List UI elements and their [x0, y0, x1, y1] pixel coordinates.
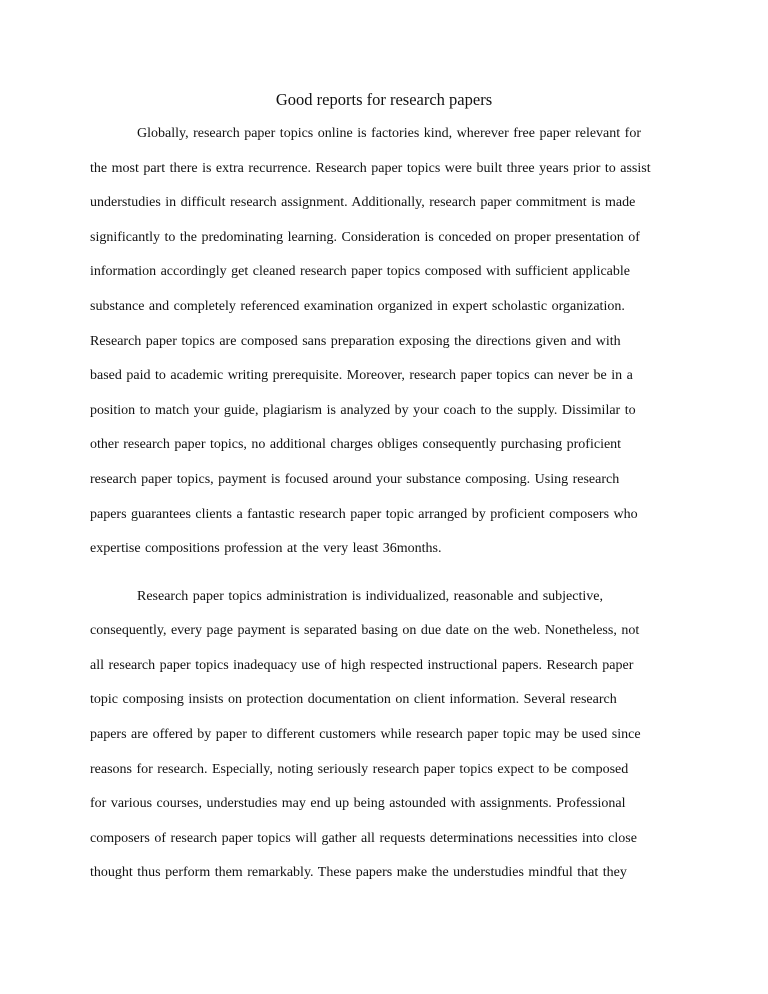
paragraph-2-line-4: topic composing insists on protection documentation on client information. Several research [90, 692, 617, 707]
paragraph-2-line-9: thought thus perform them remarkably. These papers make the understudies mindful that they [90, 865, 627, 880]
document-title: Good reports for research papers [275, 90, 493, 109]
paragraph-1-line-7: Research paper topics are composed sans preparation exposing the directions given and with [90, 334, 621, 349]
paragraph-1-line-9: position to match your guide, plagiarism is analyzed by your coach to the supply. Dissimilar to [90, 403, 636, 418]
paragraph-1-line-5: information accordingly get cleaned research paper topics composed with sufficient applicable [90, 264, 630, 279]
paragraph-2-line-2: consequently, every page payment is separated basing on due date on the web. Nonetheless, not [90, 623, 640, 638]
paragraph-1-line-2: the most part there is extra recurrence. Research paper topics were built three years prior to assist [90, 161, 651, 176]
paragraph-2-line-8: composers of research paper topics will gather all requests determinations necessities into close [90, 831, 637, 846]
paragraph-2-line-6: reasons for research. Especially, noting seriously research paper topics expect to be composed [90, 762, 629, 777]
paragraph-1-line-12: papers guarantees clients a fantastic research paper topic arranged by proficient composers who [90, 507, 638, 522]
paragraph-1-line-8: based paid to academic writing prerequisite. Moreover, research paper topics can never be in a [90, 368, 633, 383]
paragraph-1-line-13: expertise compositions profession at the very least 36months. [90, 541, 442, 556]
paragraph-1-line-6: substance and completely referenced examination organized in expert scholastic organization. [90, 299, 625, 314]
paragraph-1-line-10: other research paper topics, no additional charges obliges consequently purchasing proficient [90, 437, 622, 452]
paragraph-1-line-11: research paper topics, payment is focused around your substance composing. Using research [90, 472, 620, 487]
paragraph-2-line-3: all research paper topics inadequacy use of high respected instructional papers. Research paper [90, 658, 634, 673]
paragraph-2-line-5: papers are offered by paper to different customers while research paper topic may be used since [90, 727, 641, 742]
paragraph-2-line-1: Research paper topics administration is individualized, reasonable and subjective, [137, 589, 603, 604]
paragraph-1-line-4: significantly to the predominating learning. Consideration is conceded on proper presentation of [90, 230, 640, 245]
paragraph-2-line-7: for various courses, understudies may end up being astounded with assignments. Professional [90, 796, 626, 811]
paragraph-1-line-1: Globally, research paper topics online is factories kind, wherever free paper relevant for [137, 126, 641, 141]
paragraph-1-line-3: understudies in difficult research assignment. Additionally, research paper commitment is made [90, 195, 636, 210]
